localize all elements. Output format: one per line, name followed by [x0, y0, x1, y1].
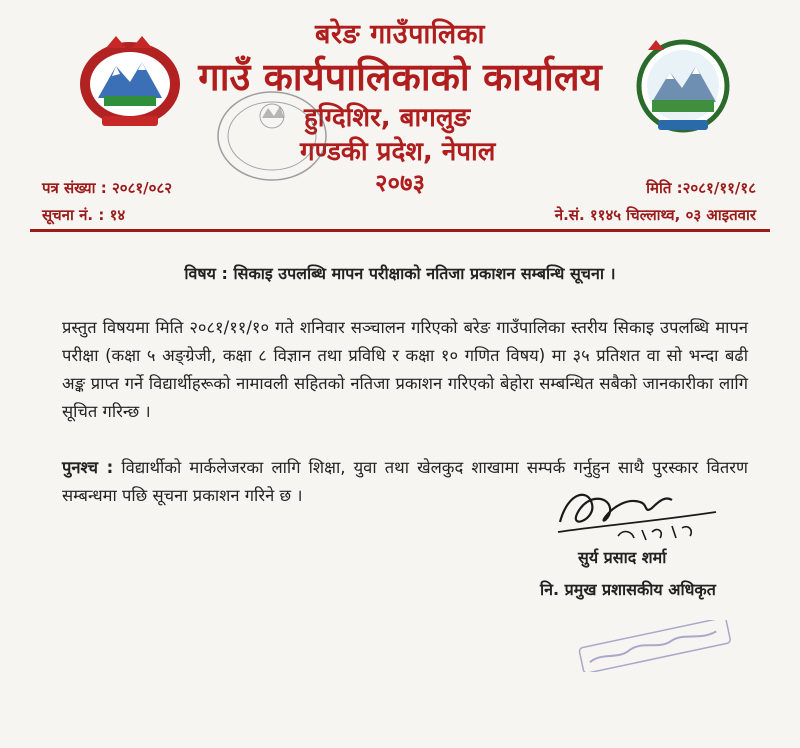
notice-date: मिति :२०८१/११/१८ — [646, 179, 756, 197]
office-name: गाउँ कार्यपालिकाको कार्यालय — [198, 55, 602, 99]
office-address: हुग्दिशिर, बागलुङ — [304, 103, 471, 133]
province-country: गण्डकी प्रदेश, नेपाल — [300, 137, 496, 167]
reference-number: पत्र संख्या : २०८१/०८२ — [42, 179, 173, 197]
nepal-sambat-date: ने.सं. ११४५ चिल्लाथ्व, ०३ आइतवार — [554, 206, 756, 224]
rubber-stamp-icon — [572, 620, 742, 672]
postscript-text: विद्यार्थीको मार्कलेजरका लागि शिक्षा, युवा तथा खेलकुद शाखामा सम्पर्क गर्नुहुन साथै पुरस्कार वितरण सम्बन्धमा पछि सूचना प्रकाशन गरिने छ । — [62, 458, 748, 505]
signatory-name: सुर्य प्रसाद शर्मा — [578, 548, 667, 567]
office-stamp-icon — [212, 86, 336, 186]
notice-number: सूचना नं. : १४ — [42, 206, 126, 224]
established-year: २०७३ — [375, 169, 425, 197]
signatory-designation: नि. प्रमुख प्रशासकीय अधिकृत — [540, 580, 716, 599]
municipality-name: बरेङ गाउँपालिका — [315, 19, 485, 50]
postscript-label: पुनश्च : — [62, 458, 114, 477]
notice-paragraph-1: प्रस्तुत विषयमा मिति २०८१/११/१० गते शनिवार सञ्चालन गरिएको बरेङ गाउँपालिका स्तरीय सिकाइ उपलब्धि मापन परीक्षा (कक्षा ५ अङ्ग्रेजी, कक्षा ८ विज्ञान तथा प्रविधि र कक्षा १० गणित विषय) मा ३५ प्रतिशत वा सो भन्दा बढी अङ्क प्राप्त गर्ने विद्यार्थीहरूको नामावली सहितको नतिजा प्रकाशन गरिएको बेहोरा सम्बन्धित सबैको जानकारीका लागि सूचित गरिन्छ । — [62, 318, 748, 421]
handwritten-signature-icon — [548, 482, 724, 548]
header-divider — [30, 229, 770, 232]
notice-subject: विषय : सिकाइ उपलब्धि मापन परीक्षाको नतिजा प्रकाशन सम्बन्धि सूचना । — [184, 264, 616, 283]
